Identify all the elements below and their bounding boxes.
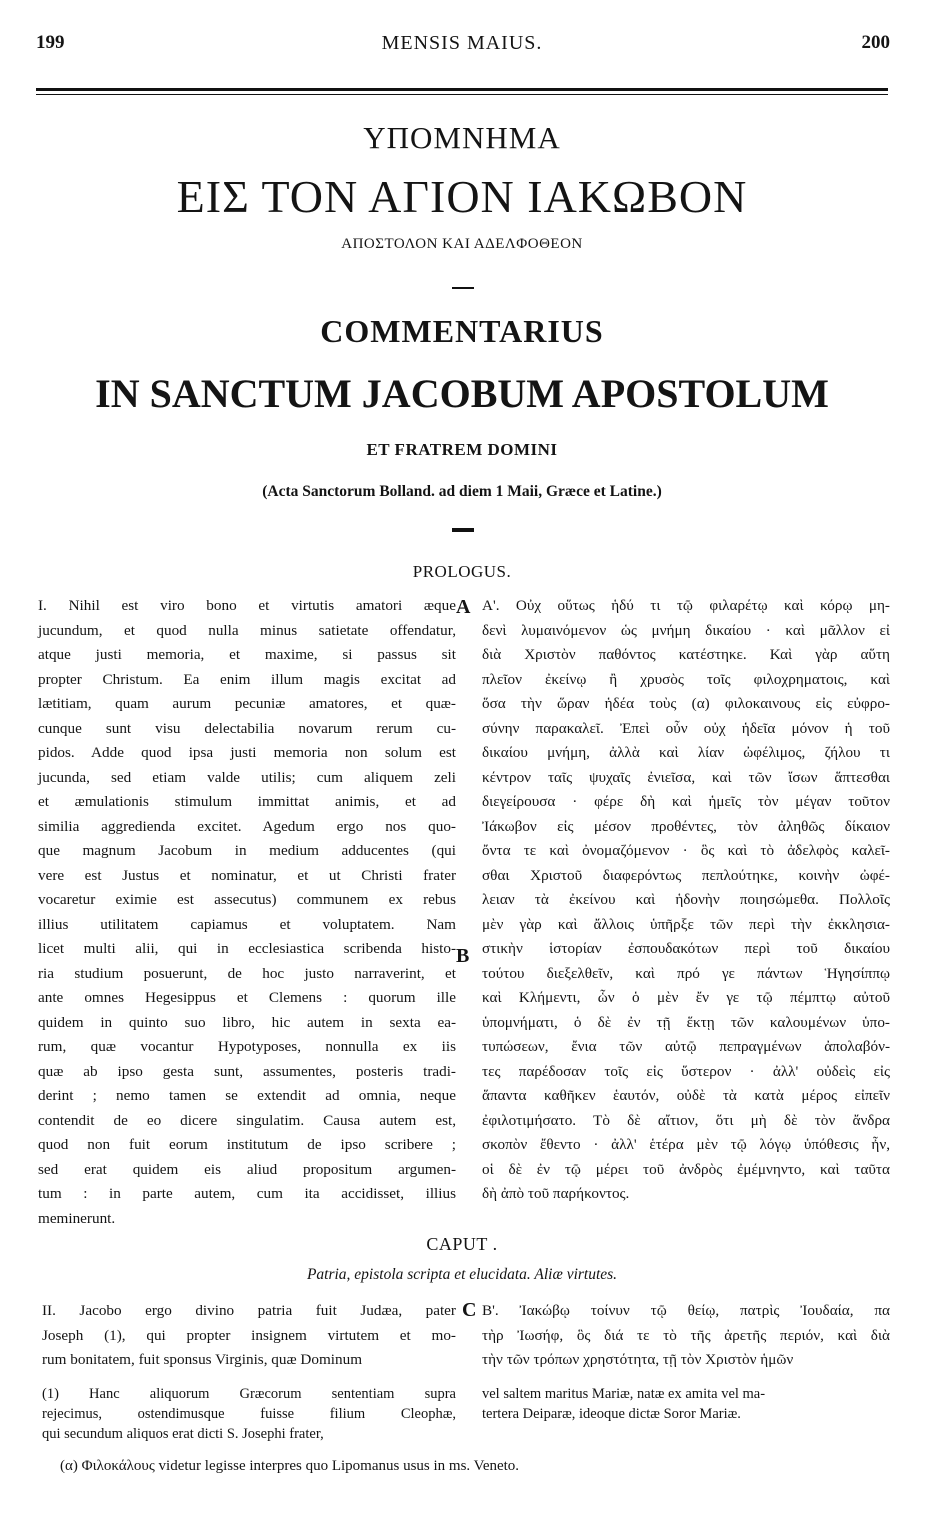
text-line: atque justi memoria, et maxime, si passus sit [38,646,456,663]
text-line: jucundum, et quod nulla minus satietate offendatur, [38,621,456,639]
text-line: meminerunt. [38,1209,116,1227]
text-line: contendit de eo dicere singulatim. Causa autem est, [38,1111,456,1129]
running-title: MENSIS MAIUS. [381,32,543,54]
text-line: ἐφιλοτιμήσατο. Τὸ δὲ αἴτιον, ὅτι μὴ δὲ τὸν ἄνδρα [482,1111,890,1129]
latin-title-line2: IN SANCTUM JACOBUM APOSTOLUM [95,371,829,416]
text-line: ἅπαντα καθῆκεν ἑαυτόν, οὐδὲ τὰ κατὰ μέρος εἰπεῖν [482,1087,890,1104]
footnote-line: rejecimus, ostendimusque fuisse filium Cleophæ, [42,1406,456,1422]
greek-title-line2: ΕΙΣ ΤΟΝ ΑΓΙΟΝ ΙΑΚΩΒΟΝ [176,171,748,222]
text-line: τὴν τῶν τρόπων χρηστότητα, τῇ τὸν Χριστὸν ἡμῶν [482,1351,794,1368]
text-line: vocaretur eximie est assecutus) communem ex rebus [38,891,456,908]
footnote-greek-variant: (α) Φιλοκάλους videtur legisse interpres quo Lipomanus usus in ms. Veneto. [60,1458,520,1474]
source-note: (Acta Sanctorum Bolland. ad diem 1 Maii, Græce et Latine.) [262,483,662,500]
latin-title-line3: ET FRATREM DOMINI [366,440,558,459]
text-line: quæ ab ipso gesta sunt, assumentes, posteris tradi- [38,1062,456,1080]
chapter-greek-column [482,1299,890,1373]
text-line: οἱ δὲ ἐν τῷ μέρει τοῦ ἀνδρὸς ἐμέμνηντο, καὶ ταῦτα [482,1160,890,1178]
footnote-line: qui secundum aliquos erat dicti S. Josephi frater, [42,1426,324,1442]
text-line: illius utilitatem capiamus et voluptatem. Nam [38,915,456,933]
text-line: similia aggredienda excitet. Agedum ergo nos quo- [38,817,456,835]
footnote-latin [42,1384,456,1444]
text-line: μὲν γὰρ καὶ ἄλλοις ὑπῆρξε τῶν περὶ τὴν ἐκκλησια- [482,915,890,933]
header-rule [36,88,888,91]
text-line: quidem in quinto suo libro, hic autem in sexta ea- [38,1013,456,1031]
text-line: II. Jacobo ergo divino patria fuit Judæa, pater [42,1302,456,1319]
text-line: I. Nihil est viro bono et virtutis amatori æque [38,597,456,614]
text-line: πλεῖον ἐκείνῳ ἢ χρυσὸς τοῖς φιλοχρηματοις, καὶ [482,670,890,688]
text-line: ὄντα τε καὶ ὀνομαζόμενον · ὃς καὶ τὸ ἀδελφὸς καλεῖ- [482,842,890,859]
greek-title-line1: ΥΠΟΜΝΗΜΑ [363,120,561,155]
text-line: propter Christum. Ea enim illum magis excitat ad [38,670,456,688]
header-rule-thin [36,94,888,95]
text-line: τούτου διεξελθεῖν, καὶ πρό γε πάντων Ἡγησίππῳ [482,964,890,982]
text-line: Β'. Ἰακώβῳ τοίνυν τῷ θείῳ, πατρὶς Ἰουδαία, πα [482,1302,890,1319]
chapter-heading: CAPUT . [426,1234,498,1254]
text-line: σκοπὸν ἔθεντο · ἀλλ' ἑτέρα μὲν τῷ λόγῳ ὑπόθεσις ἦν, [482,1136,890,1153]
text-line: διεγείρουσα · φέρε δὴ καὶ ἡμεῖς τὸν μέγαν τοῦτον [482,793,890,810]
text-line: et æmulationis stimulum immittat animis, et ad [38,793,456,810]
text-line: lætitiam, quam aurum pecuniæ amatores, et quæ- [38,695,456,712]
text-line: ante omnes Hegesippus et Clemens : quorum ille [38,989,456,1006]
footnote-latin-continued [482,1384,890,1424]
text-line: tum : in parte autem, cum ita accidisset, illius [38,1185,456,1202]
text-line: que magnum Jacobum in medium adducentes (qui [38,842,456,859]
footnote-line: (1) Hanc aliquorum Græcorum sententiam supra [42,1386,456,1402]
text-line: τυπώσεων, ἔνια τῶν αὐτῷ πεπραγμένων ἀπολαβόν- [482,1038,890,1055]
text-line: derint ; nemo tamen se extendit ad omnia, neque [38,1087,456,1104]
text-line: rum, quæ vocantur Hypotyposes, nonnulla ex iis [38,1038,456,1055]
text-line: sed erat quidem eis aliud propositum argumen- [38,1160,456,1178]
text-line: δὴ ἀπὸ τοῦ παρήκοντος. [482,1185,630,1202]
text-line: licet multi alii, qui in ecclesiastica scribenda histo- [38,940,456,957]
prologue-latin-column [38,594,456,1231]
greek-title-line3: ΑΠΟΣΤΟΛΟΝ ΚΑΙ ΑΔΕΛΦΟΘΕΟΝ [341,236,583,252]
text-line: λειαν τὰ ἐκείνου καὶ ἡδονὴν ποιησώμεθα. Πολλοῖς [482,891,890,908]
latin-title-line1: COMMENTARIUS [320,313,604,349]
footnote-line: tertera Deiparæ, ideoque dictæ Soror Mariæ. [482,1406,741,1422]
prologue-heading: PROLOGUS. [412,562,512,581]
text-line: ria studium posuerunt, de hoc justo narraverint, et [38,964,456,982]
prologue-greek-column [482,594,890,1207]
text-line: cunque sunt visu delectabilia novarum rerum cu- [38,719,456,737]
text-line: vere est Justus et nominatur, et ut Christi frater [38,866,456,884]
text-line: rum bonitatem, fuit sponsus Virginis, quæ Dominum [42,1351,363,1368]
text-line: τὴρ Ἰωσήφ, ὃς διά τε τὸ τῆς ἀρετῆς περιόν, καὶ διὰ [482,1326,890,1344]
text-line: quod non fuit eorum institutum de ipso scribere ; [38,1136,456,1153]
page-number-left: 199 [36,32,65,53]
text-line: σθαι Χριστοῦ διαφερόντως πεπλούτηκε, κοινὴν ὠφέ- [482,866,890,884]
text-line: pidos. Adde quod ipsa justi memoria non solum est [38,744,456,761]
text-line: στικὴν ἱστορίαν ἐσπουδακότων περὶ τοῦ δικαίου [482,940,890,957]
text-line: Joseph (1), qui propter insignem virtutem et mo- [42,1326,456,1344]
text-line: τες παρέδοσαν τοῖς εἰς ὕστερον · ἀλλ' οὐδεὶς εἰς [482,1062,890,1080]
text-line: κέντρον ταῖς ψυχαῖς ἐνιεῖσα, καὶ τῶν ἴσων ἅπτεσθαι [482,768,890,786]
margin-mark-a: A [456,596,471,618]
text-line: Ἰάκωβον εἰς μέσον προθέντες, τὸν ἀληθῶς δίκαιον [482,817,890,835]
text-line: σύνην παρακαλεῖ. Ἐπεὶ οὖν οὐχ ἡδεῖα μόνον ἡ τοῦ [482,719,890,737]
chapter-subtitle: Patria, epistola scripta et elucidata. Aliæ virtutes. [306,1266,618,1283]
footnote-line: vel saltem maritus Mariæ, natæ ex amita vel ma- [482,1386,766,1402]
page-number-right: 200 [861,32,890,53]
text-line: Α'. Οὐχ οὕτως ἡδύ τι τῷ φιλαρέτῳ καὶ κόρῳ μη- [482,597,890,614]
text-line: δικαίου μνήμη, ἀλλὰ καὶ λίαν ὠφέλιμος, ζήλου τι [482,744,890,761]
text-line: jucunda, sed etiam valde utilis; cum aliquem zeli [38,768,456,786]
text-line: ὑπομνήματι, ὁ δὲ ἐν τῇ ἕκτῃ τῶν καλουμένων ὑπο- [482,1013,890,1031]
margin-mark-c: C [462,1299,477,1321]
text-line: καὶ Κλήμεντι, ὧν ὁ μὲν ἔν γε τῷ πέμπτῳ αὐτοῦ [482,989,890,1006]
text-line: δενὶ λυμαινόμενον ὡς μνήμη δικαίου · καὶ μᾶλλον εἰ [482,621,890,639]
chapter-latin-column [42,1299,456,1373]
text-line: διὰ Χριστὸν παθόντος κατέστηκε. Καὶ γὰρ αὕτη [482,646,890,663]
text-line: ὅσα τὴν ὥραν ἡδέα τοὺς (α) φιλοκαινους εἰς εὐφρο- [482,695,890,712]
title-dash [452,287,474,289]
margin-mark-b: B [456,945,470,967]
source-dash [452,528,474,532]
